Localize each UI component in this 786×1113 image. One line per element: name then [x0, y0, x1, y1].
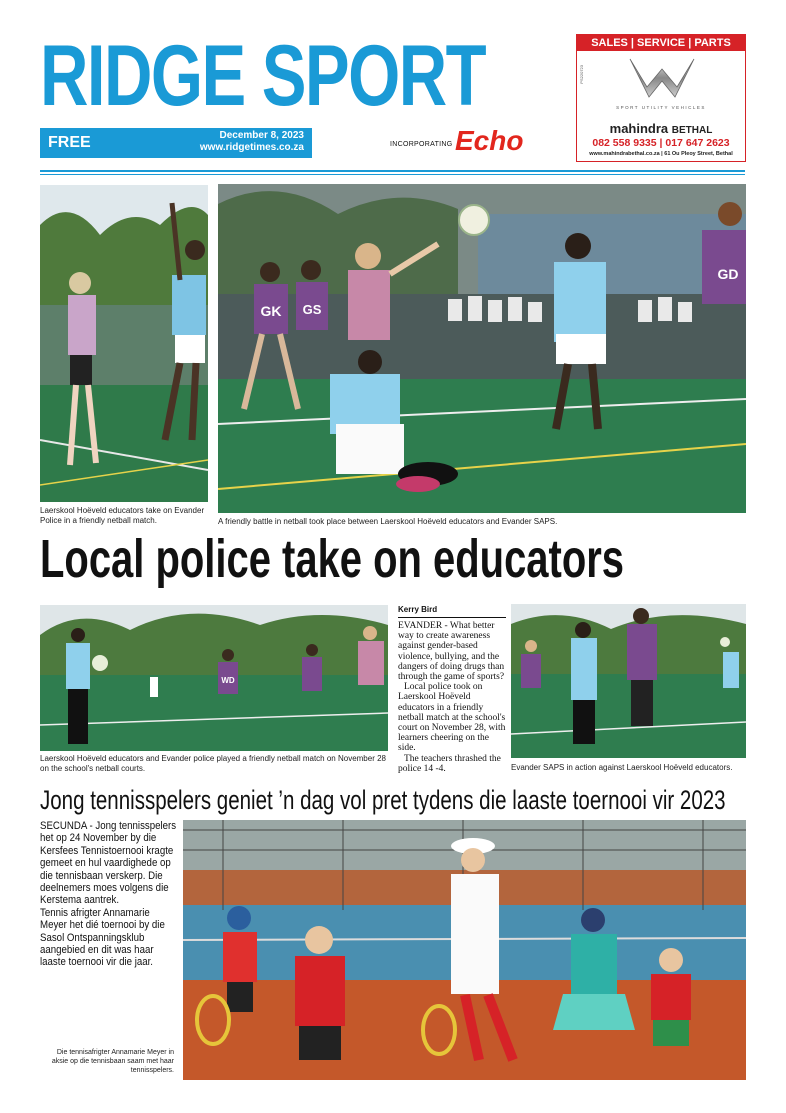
article-1-paragraph: EVANDER - What better way to create awareness against gender-based violence, bullying, and the dangers of doing drugs than through the game of sports?	[398, 621, 505, 683]
bib-gd: GD	[717, 266, 739, 282]
advert-brand-name: mahindra	[609, 121, 669, 136]
bib-gk: GK	[260, 303, 282, 319]
free-label: FREE	[48, 134, 91, 151]
photo-caption-3: Laerskool Hoëveld educators and Evander police played a friendly netball match on November 28 on the school's netball courts.	[40, 754, 386, 773]
advert-brand	[577, 121, 745, 136]
bib-wd: WD	[221, 676, 235, 685]
mahindra-logo-icon	[627, 57, 697, 103]
masthead-rule	[40, 170, 745, 172]
photo-netball-friendly-battle	[218, 184, 746, 513]
article-1-byline: Kerry Bird	[398, 605, 438, 614]
masthead-rule-thin	[40, 174, 745, 175]
article-2-paragraph: SECUNDA - Jong tennisspelers het op 24 November by die Kersfees Tennistoernooi kragte gemeet en hul vaardighede op die tennisbaan verskerp. Die deelnemers moes volgens die Kerstema aantrek.	[40, 820, 177, 907]
photo-caption-5: Die tennisafrigter Annamarie Meyer in aksie op die tennisbaan saam met haar tennisspelers.	[51, 1049, 174, 1074]
photo-caption-4: Evander SAPS in action against Laerskool Hoëveld educators.	[511, 763, 733, 772]
advert-tagline: SPORT UTILITY VEHICLES	[616, 105, 706, 110]
byline-rule	[398, 617, 506, 618]
article-1-paragraph: Local police took on Laerskool Hoëveld educators in a friendly netball match at the school's court on November 28, with learners cheering on the side.	[398, 682, 506, 754]
photo-netball-educator-jump	[40, 185, 208, 502]
photo-caption-2: A friendly battle in netball took place between Laerskool Hoëveld educators and Evander SAPS.	[218, 517, 558, 526]
photo-caption-1: Laerskool Hoëveld educators take on Evander Police in a friendly netball match.	[40, 506, 205, 525]
photo-evander-saps-action	[511, 604, 746, 758]
advert-side-text: PS220723	[579, 65, 584, 84]
mahindra-advert[interactable]	[576, 34, 746, 162]
incorporating-label: INCORPORATING	[390, 141, 453, 148]
newspaper-title: RIDGE SPORT	[40, 28, 486, 124]
issue-date: December 8, 2023	[219, 130, 304, 141]
website-link[interactable]: www.ridgetimes.co.za	[199, 142, 304, 153]
advert-phones: 082 558 9335 | 017 647 2623	[592, 137, 730, 149]
masthead-info-bar	[40, 128, 312, 158]
bib-gs: GS	[302, 302, 322, 317]
masthead	[40, 28, 745, 168]
issue-date-block	[200, 130, 304, 154]
article-1-headline: Local police take on educators	[40, 529, 625, 589]
photo-tennis-coach-with-players	[183, 820, 746, 1080]
advert-banner: SALES | SERVICE | PARTS	[577, 35, 745, 51]
article-2-paragraph: Tennis afrigter Annamarie Meyer het dié toernooi by die Sasol Ontspanningsklub aangebied en dit was haar laaste toernooi vir die jaar.	[40, 906, 165, 969]
advert-address: www.mahindrabethal.co.za | 61 Ou Pleoy Street, Bethal	[589, 151, 733, 157]
article-2-headline: Jong tennisspelers geniet ’n dag vol pret tydens die laaste toernooi vir 2023	[40, 785, 726, 815]
article-1-body	[398, 621, 506, 774]
article-2-body	[40, 820, 176, 969]
article-1-paragraph: The teachers thrashed the police 14 -4.	[398, 753, 501, 774]
photo-netball-match-courts	[40, 605, 388, 751]
echo-logo: Echo	[455, 125, 524, 156]
advert-brand-location: BETHAL	[671, 125, 713, 136]
